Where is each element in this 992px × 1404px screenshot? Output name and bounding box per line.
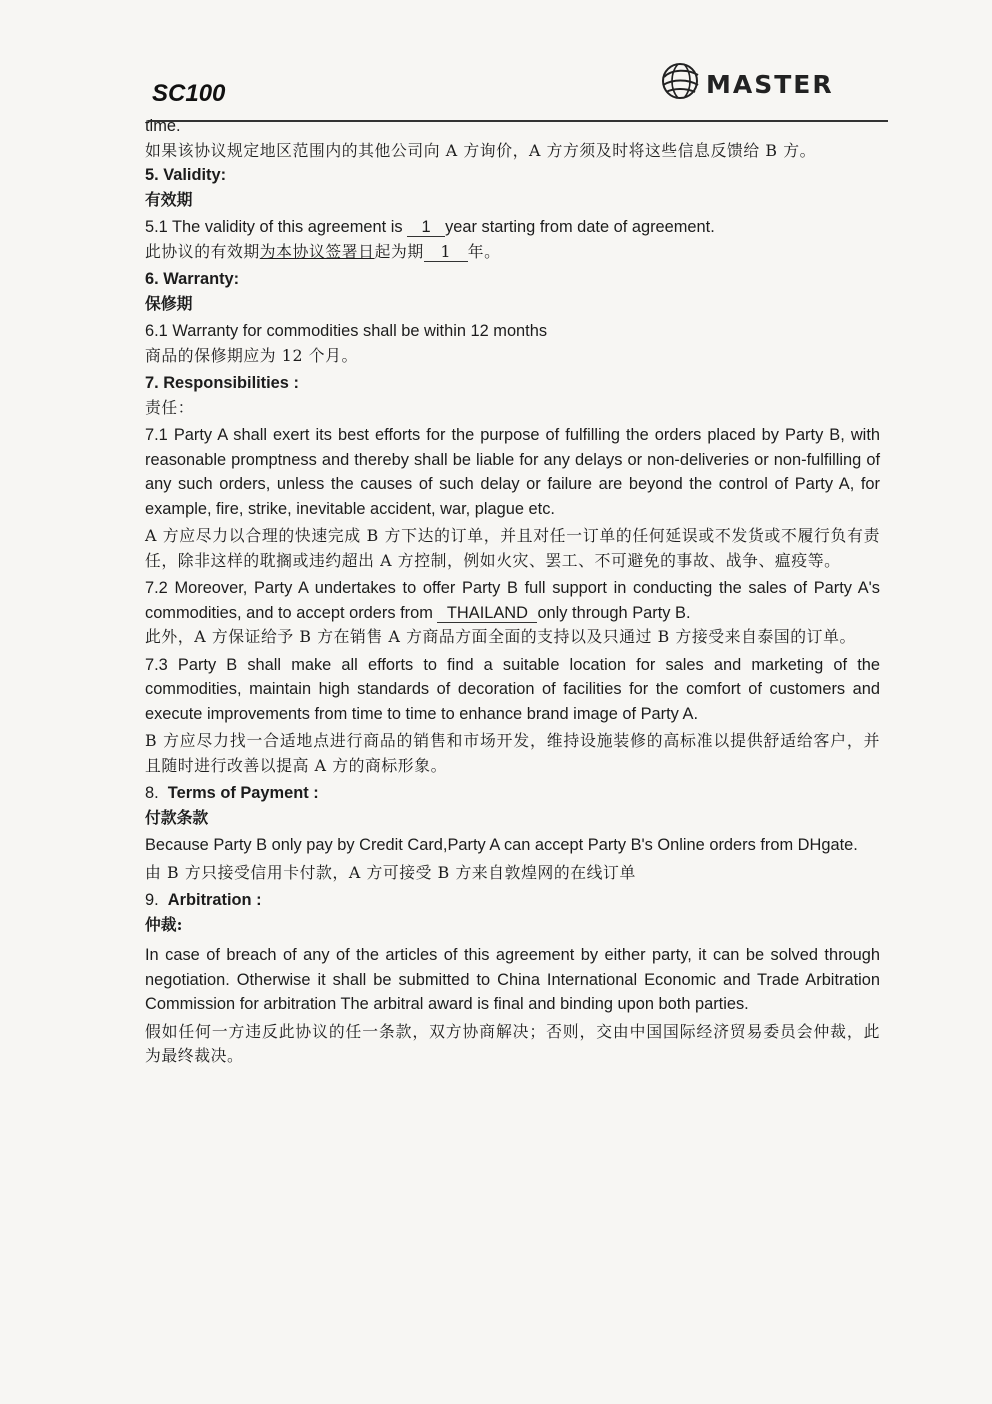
section-8-heading bbox=[145, 781, 880, 806]
clause-5-1-text-a: 5.1 The validity of this agreement is bbox=[145, 218, 408, 236]
globe-logo-icon bbox=[658, 59, 702, 103]
clause-7-1: 7.1 Party A shall exert its best efforts for the purpose of fulfilling the orders placed by Party B, with reasonable promptness and thereby shall be liable for any delays or non-deliveries or non-fulfilling of any such orders, unless the causes of such delay or failure are beyond the control of Party A, for example, fire, strike, inevitable accident, war, plague etc. bbox=[145, 426, 880, 518]
document-code: SC100 bbox=[152, 80, 226, 107]
territory-value: THAILAND bbox=[437, 604, 537, 623]
master-logo bbox=[656, 56, 866, 106]
section-9-number: 9. bbox=[145, 891, 159, 909]
clause-5-1 bbox=[145, 215, 880, 240]
clause-5-1-zh-a: 此协议的有效期 bbox=[145, 241, 260, 261]
clause-7-2 bbox=[145, 576, 880, 625]
validity-years-value-zh: 1 bbox=[424, 243, 468, 262]
clause-5-1-text-b: year starting from date of agreement. bbox=[445, 218, 715, 236]
section-9-heading-zh: 仲裁: bbox=[145, 914, 183, 934]
clause-9-text-zh: 假如任何一方违反此协议的任一条款，双方协商解决；否则，交由中国国际经济贸易委员会仲裁，此为最终裁决。 bbox=[145, 1021, 880, 1065]
section-6-heading-zh: 保修期 bbox=[145, 293, 193, 313]
section-9-heading bbox=[145, 888, 880, 913]
clause-6-1: 6.1 Warranty for commodities shall be within 12 months bbox=[145, 322, 548, 340]
clause-5-1-zh bbox=[145, 240, 880, 265]
clause-5-1-zh-underlined: 为本协议签署日 bbox=[259, 241, 375, 261]
clause-5-1-zh-b: 起为期 bbox=[374, 241, 424, 261]
clause-5-1-zh-c: 年。 bbox=[467, 241, 501, 261]
clause-8-text: Because Party B only pay by Credit Card,Party A can accept Party B's Online orders from DHgate. bbox=[145, 836, 858, 854]
section-9-title: Arbitration : bbox=[167, 891, 262, 909]
section-8-number: 8. bbox=[145, 784, 159, 802]
clause-7-2-text-a: 7.2 Moreover, Party A undertakes to offer Party B full support in conducting the sales of Party A's commodities, and to accept orders from bbox=[145, 579, 880, 622]
clause-7-1-zh: A 方应尽力以合理的快速完成 B 方下达的订单，并且对任一订单的任何延误或不发货或不履行负有责任，除非这样的耽搁或违约超出 A 方控制，例如火灾、罢工、不可避免的事故、战争、瘟疫等。 bbox=[145, 526, 880, 570]
section-5-heading-zh: 有效期 bbox=[145, 189, 193, 209]
clause-8-text-zh: 由 B 方只接受信用卡付款，A 方可接受 B 方来自敦煌网的在线订单 bbox=[145, 862, 636, 882]
clause-7-2-zh: 此外，A 方保证给予 B 方在销售 A 方商品方面全面的支持以及只通过 B 方接受来自泰国的订单。 bbox=[145, 627, 856, 646]
clause-7-3-zh: B 方应尽力找一合适地点进行商品的销售和市场开发，维持设施装修的高标准以提供舒适给客户，并且随时进行改善以提高 A 方的商标形象。 bbox=[145, 731, 880, 775]
section-6-heading: 6. Warranty: bbox=[145, 270, 240, 288]
inquiry-clause-zh: 如果该协议规定地区范围内的其他公司向 A 方询价，A 方方须及时将这些信息反馈给 B 方。 bbox=[145, 140, 817, 160]
clause-6-1-zh: 商品的保修期应为 12 个月。 bbox=[145, 345, 358, 365]
section-7-heading-zh: 责任： bbox=[145, 397, 195, 417]
clause-7-2-text-b: only through Party B. bbox=[537, 603, 691, 622]
clause-9-text: In case of breach of any of the articles of this agreement by either party, it can be solved through negotiation. Otherwise it shall be submitted to China International Economic and Trade Arbitration Commission for arbitration The arbitral award is final and binding upon both parties. bbox=[145, 946, 880, 1013]
logo-wordmark: MASTER bbox=[706, 70, 834, 99]
validity-years-value: 1 bbox=[407, 218, 445, 237]
time-continuation: time. bbox=[145, 117, 181, 135]
section-5-heading: 5. Validity: bbox=[145, 166, 227, 184]
section-8-heading-zh: 付款条款 bbox=[145, 807, 209, 827]
agreement-body bbox=[145, 114, 880, 1069]
section-8-title: Terms of Payment : bbox=[167, 784, 319, 802]
section-7-heading: 7. Responsibilities : bbox=[145, 374, 299, 392]
clause-7-3: 7.3 Party B shall make all efforts to find a suitable location for sales and marketing of the commodities, maintain high standards of decoration of facilities for the comfort of customers and execute improvements from time to time to enhance brand image of Party A. bbox=[145, 655, 880, 723]
